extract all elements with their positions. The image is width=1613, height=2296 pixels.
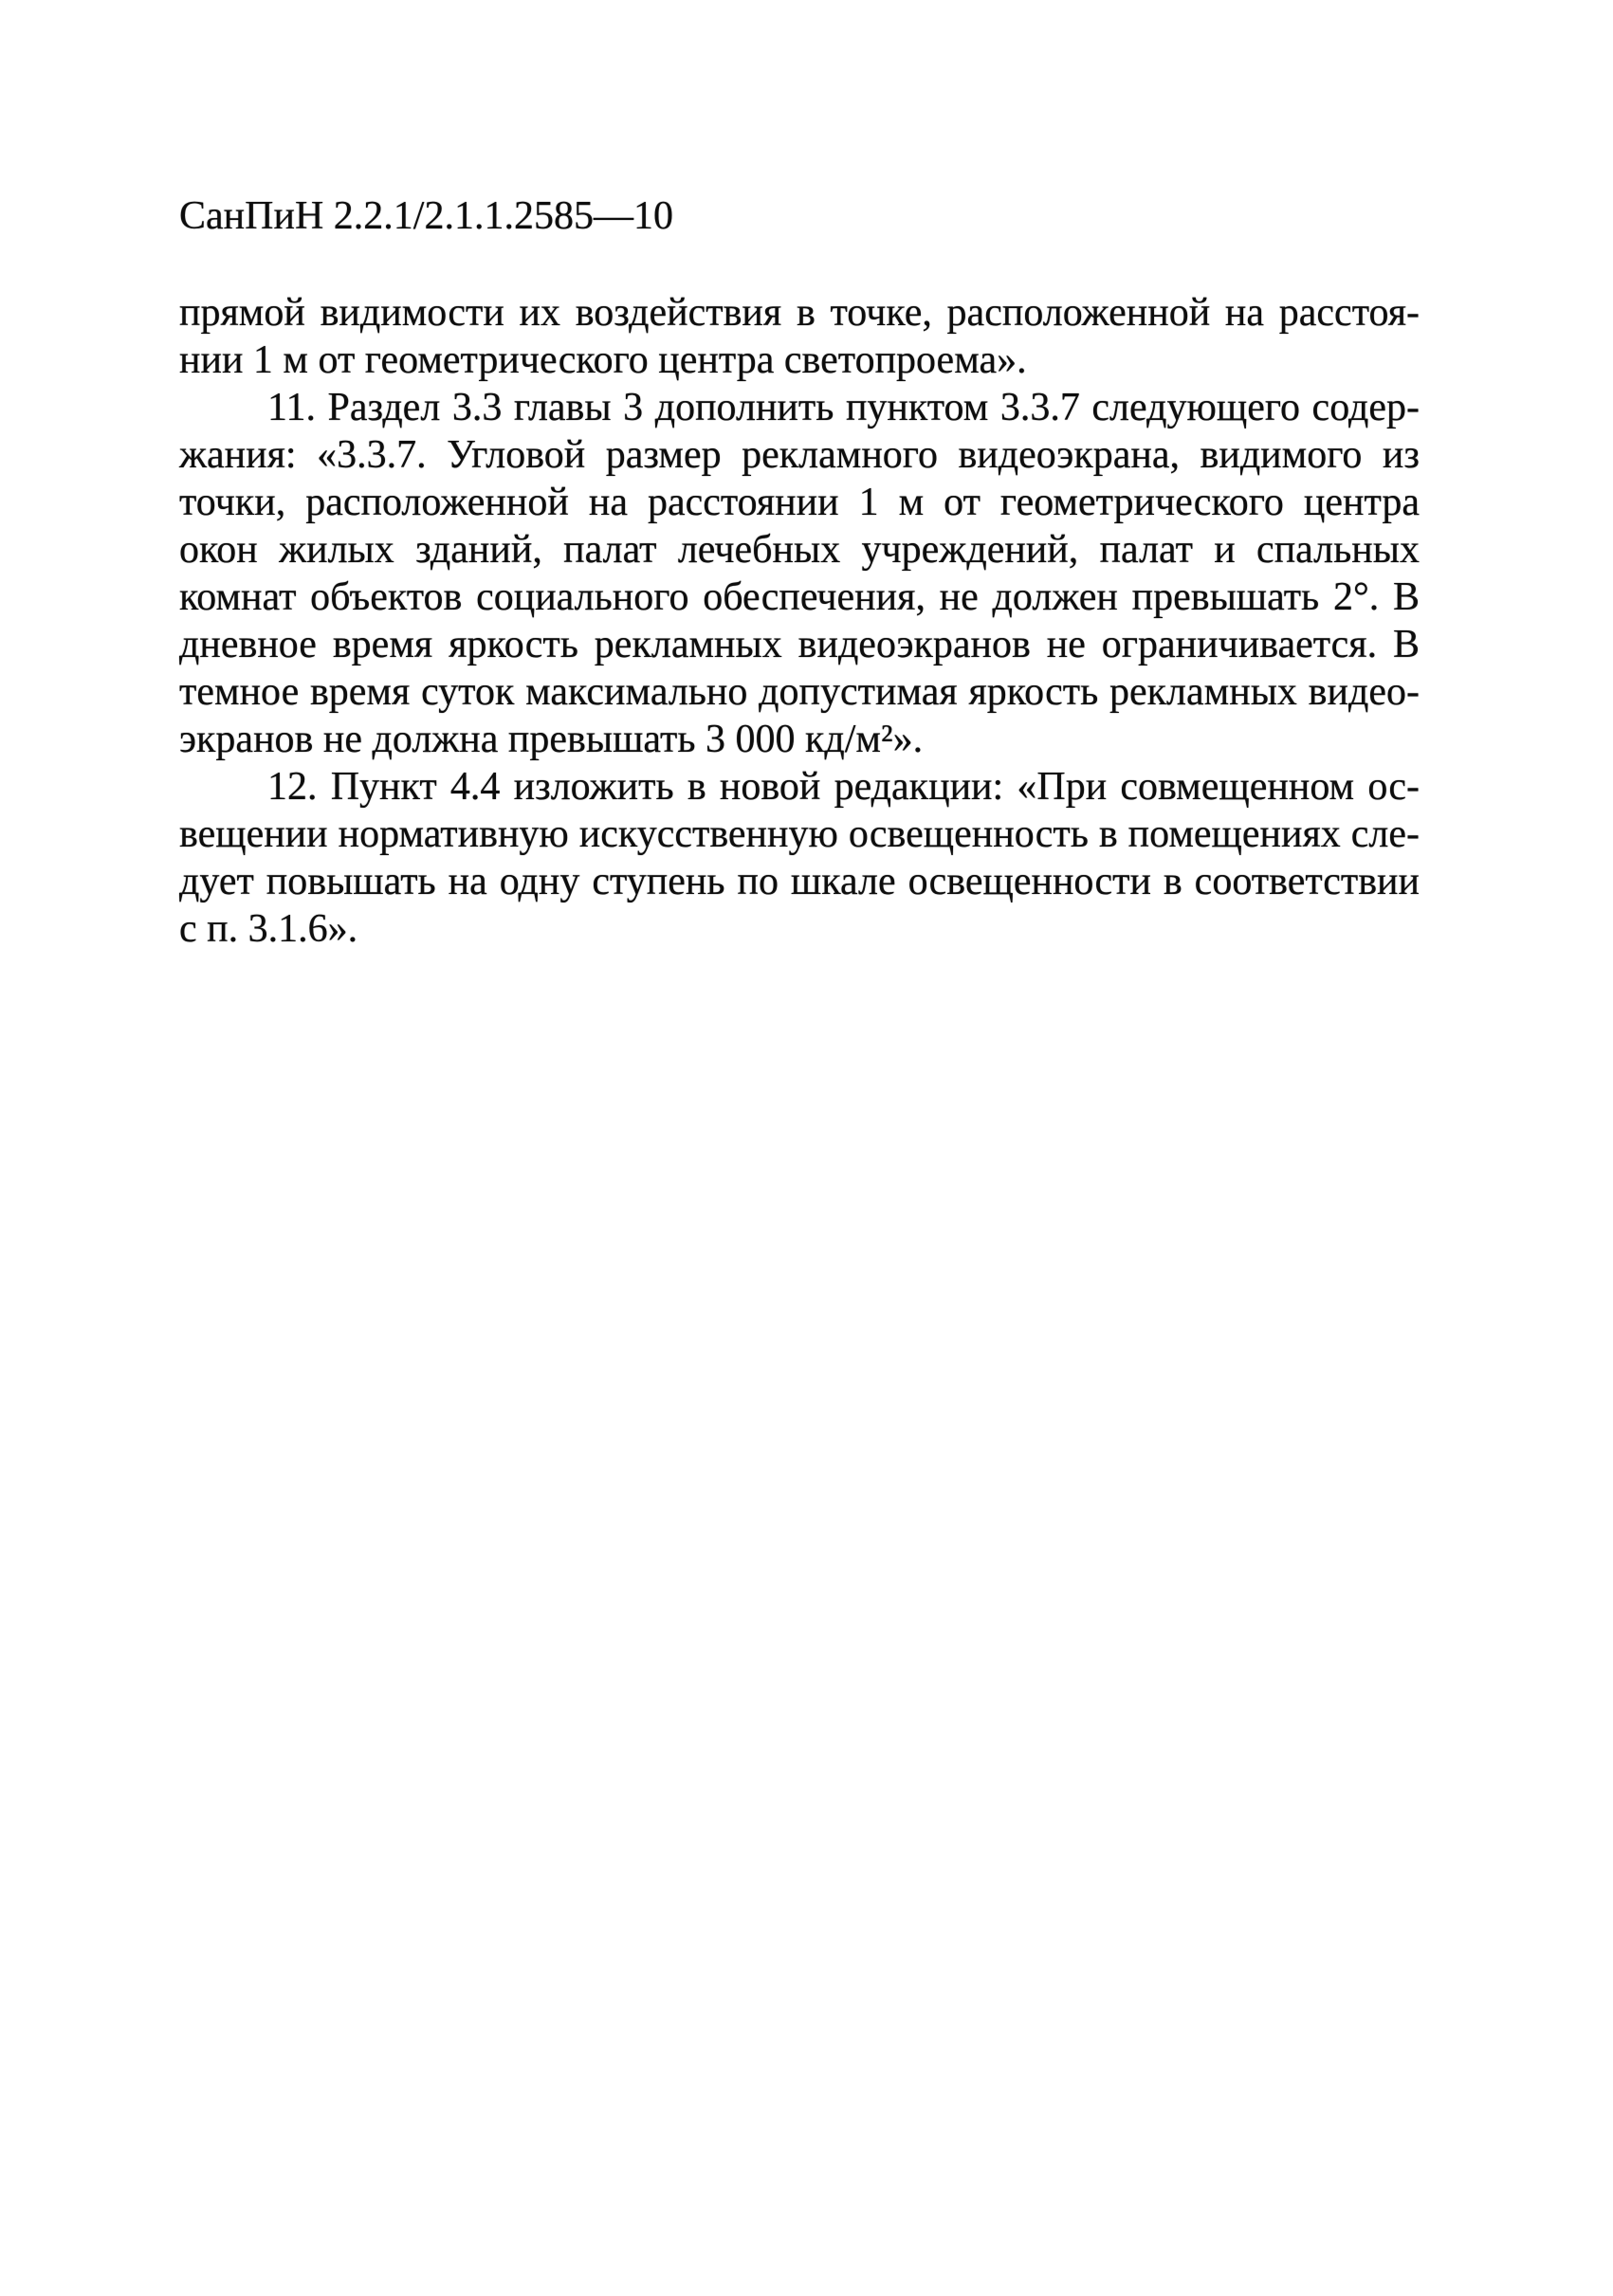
text-line-p2-l6: дневное время яркость рекламных видеоэкранов не ограничивается. В [179, 623, 1420, 666]
text-line-p2-l8: экранов не должна превышать 3 000 кд/м²». [179, 718, 924, 761]
text-line-p3-l4: с п. 3.1.6». [179, 907, 358, 951]
text-line-p2-l7: темное время суток максимально допустимая яркость рекламных видео- [179, 670, 1420, 714]
text-line-p3-l1: 12. Пункт 4.4 изложить в новой редакции: «При совмещенном ос- [267, 765, 1420, 809]
document-header-number: СанПиН 2.2.1/2.1.1.2585—10 [179, 194, 673, 238]
text-line-p3-l3: дует повышать на одну ступень по шкале освещенности в соответствии [179, 860, 1420, 903]
text-line-p2-l5: комнат объектов социального обеспечения, не должен превышать 2°. В [179, 575, 1420, 619]
text-line-p2-l1: 11. Раздел 3.3 главы 3 дополнить пунктом 3.3.7 следующего содер- [267, 386, 1420, 429]
document-body [179, 289, 1420, 953]
text-line-p2-l3: точки, расположенной на расстоянии 1 м от геометрического центра [179, 481, 1420, 524]
text-line-p2-l4: окон жилых зданий, палат лечебных учреждений, палат и спальных [179, 528, 1420, 572]
text-line-p1-l1: прямой видимости их воздействия в точке, расположенной на расстоя- [179, 291, 1420, 335]
text-line-p3-l2: вещении нормативную искусственную освещенность в помещениях сле- [179, 812, 1420, 856]
text-line-p1-l2: нии 1 м от геометрического центра светопроема». [179, 338, 1027, 382]
text-line-p2-l2: жания: «3.3.7. Угловой размер рекламного видеоэкрана, видимого из [179, 433, 1420, 477]
